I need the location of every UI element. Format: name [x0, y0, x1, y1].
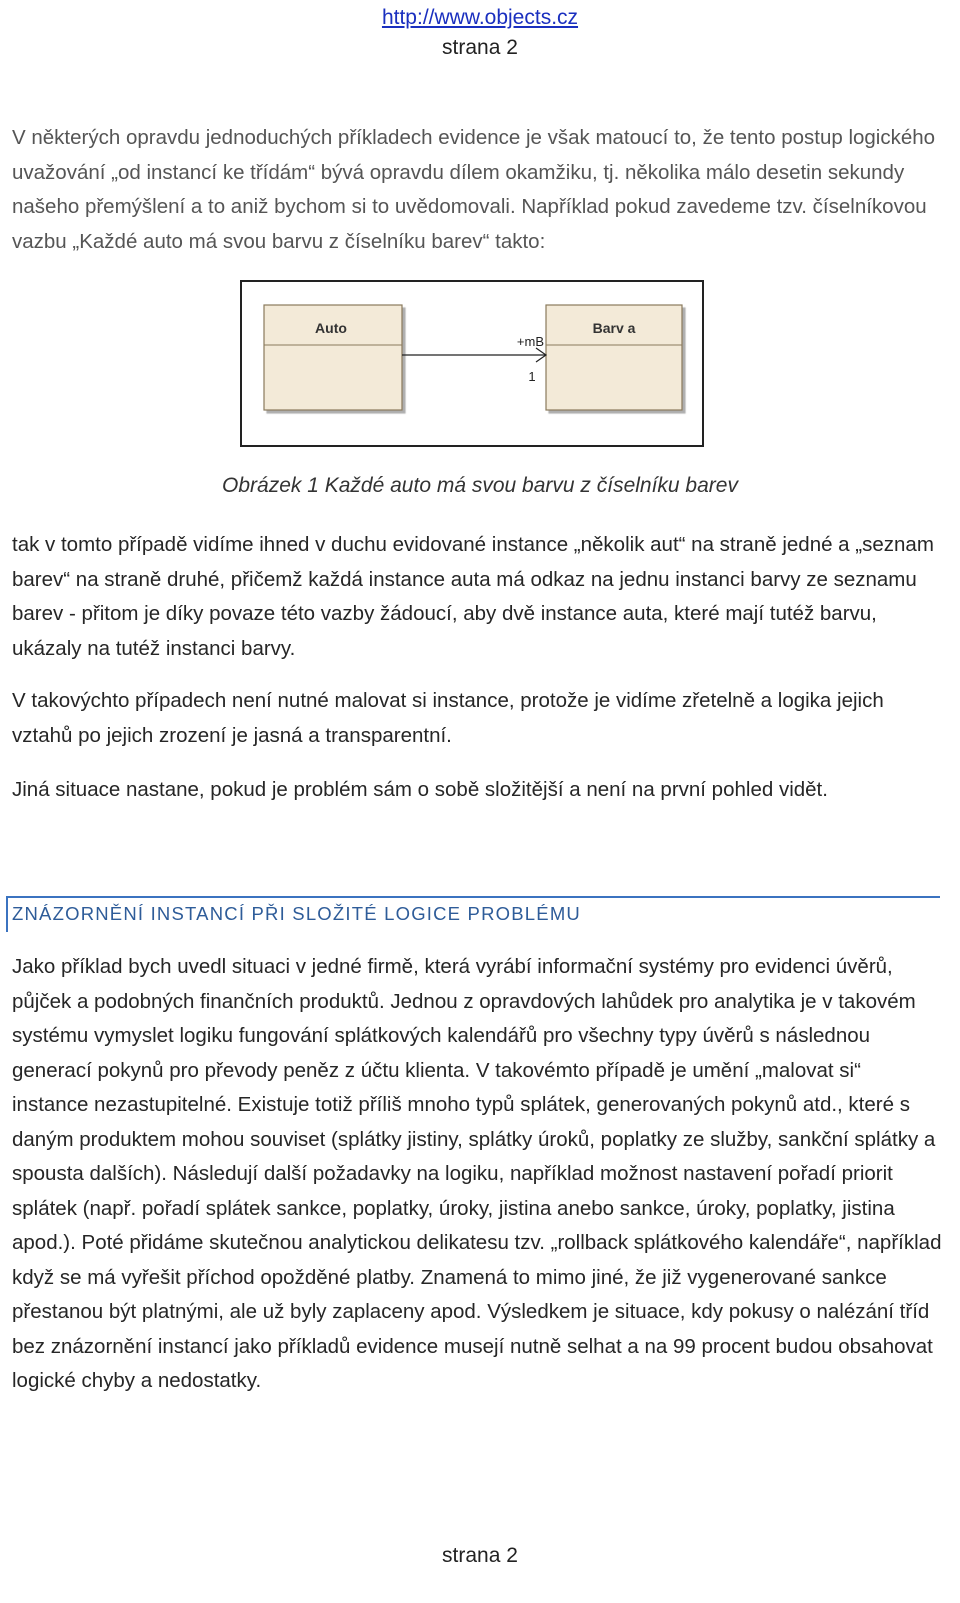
section-heading: ZNÁZORNĚNÍ INSTANCÍ PŘI SLOŽITÉ LOGICE PROBLÉMU: [12, 903, 581, 924]
association-multiplicity: 1: [528, 369, 536, 384]
section-rule-side: [6, 896, 8, 932]
class-barva-name: Barv a: [592, 320, 636, 336]
uml-diagram: [242, 282, 702, 445]
intro-paragraph: V některých opravdu jednoduchých příkladech evidence je však matoucí to, že tento postup logického uvažování „od instancí ke třídám“ bývá opravdu dílem okamžiku, tj. několika málo desetin sekundy našeho přemýšlení a to aniž bychom si to uvědomovali. Například pokud zavedeme tzv. číselníkovou vazbu „Každé auto má svou barvu z číselníku barev“ takto:: [12, 126, 936, 253]
class-auto-name: Auto: [315, 320, 347, 336]
header-page-number: strana 2: [442, 36, 518, 59]
paragraph-example: Jako příklad bych uvedl situaci v jedné firmě, která vyrábí informační systémy pro evidenci úvěrů, půjček a podobných finančních produktů. Jednou z opravdových lahůdek pro analytika je v takovém systému vymyslet logiku fungování splátkových kalendářů pro všechny typy úvěrů s následnou generací pokynů pro převody peněz z účtu klienta. V takovémto případě je umění „malovat si“ instance nezastupitelné. Existuje totiž příliš mnoho typů splátek, generovaných pokynů atd., které s daným produktem mohou souviset (splátky jistiny, splátky úroků, poplatky ze služby, sankční splátky a spousta dalších). Následují další požadavky na logiku, například možnost nastavení pořadí priorit splátek (např. pořadí splátek sankce, poplatky, úroky, jistina anebo sankce, úroky, poplatky, jistina apod.). Poté přidáme skutečnou analytickou delikatesu tzv. „rollback splátkového kalendáře“, například když se má vyřešit příchod opožděné platby. Znamená to mimo jiné, že již vygenerované sankce přestanou být platnými, ale už byly zaplaceny apod. Výsledkem je situace, kdy pokusy o nalézání tříd bez znázornění instancí jako příkladů evidence musejí nutně selhat a na 99 procent budou obsahovat logické chyby a nedostatky.: [12, 955, 942, 1392]
footer-page-number: strana 2: [442, 1544, 518, 1567]
figure-caption: Obrázek 1 Každé auto má svou barvu z číselníku barev: [222, 474, 738, 497]
association-arrow: [402, 348, 546, 362]
paragraph-complex: Jiná situace nastane, pokud je problém sám o sobě složitější a není na první pohled vidět.: [12, 778, 828, 801]
class-auto: [264, 305, 402, 410]
class-barva: [546, 305, 682, 410]
header-link[interactable]: http://www.objects.cz: [381, 6, 579, 29]
paragraph-transparent: V takovýchto případech není nutné malovat si instance, protože je vidíme zřetelně a logika jejich vztahů po jejich zrození je jasná a transparentní.: [12, 689, 884, 747]
uml-figure: [240, 280, 704, 447]
section-rule: [6, 896, 940, 898]
paragraph-instances: tak v tomto případě vidíme ihned v duchu evidované instance „několik aut“ na straně jedné a „seznam barev“ na straně druhé, přičemž každá instance auta má odkaz na jednu instanci barvy ze seznamu barev - přitom je díky povaze této vazby žádoucí, aby dvě instance auta, které mají tutéž barvu, ukázaly na tutéž instanci barvy.: [12, 533, 934, 660]
association-role: +mB: [516, 334, 544, 349]
